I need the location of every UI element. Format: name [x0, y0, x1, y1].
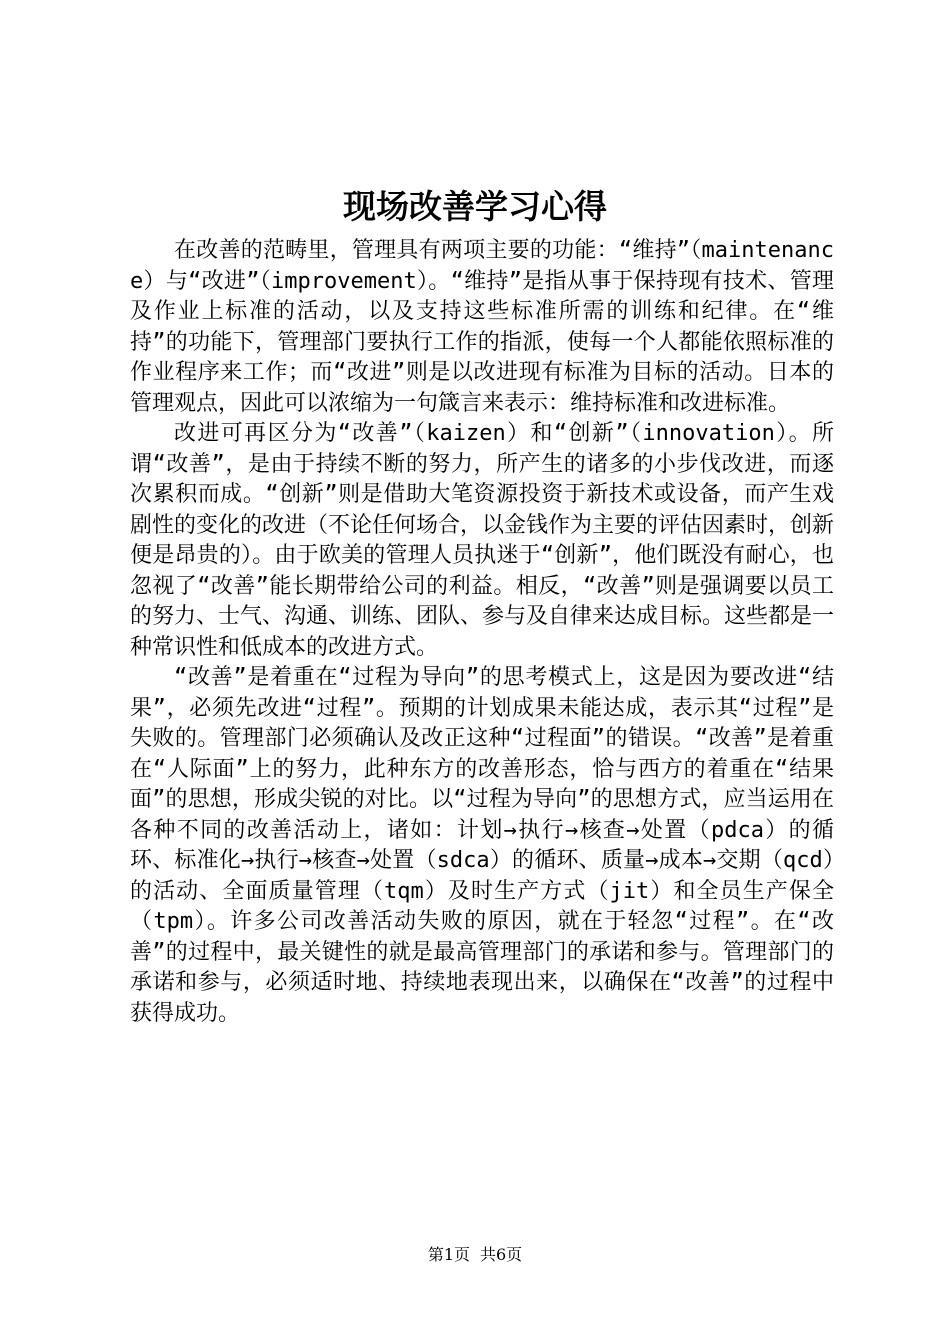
document-body	[130, 236, 834, 1029]
document-title: 现场改善学习心得	[343, 187, 607, 226]
paragraph-1: 在改善的范畴里，管理具有两项主要的功能：“维持”（maintenance）与“改进”（improvement）。“维持”是指从事于保持现有技术、管理及作业上标准的活动，以及支持这些标准所需的训练和纪律。在“维持”的功能下，管理部门要执行工作的指派，使每一个人都能依照标准的作业程序来工作；而“改进”则是以改进现有标准为目标的活动。日本的管理观点，因此可以浓缩为一句箴言来表示：维持标准和改进标准。	[130, 238, 834, 416]
paragraph-3: “改善”是着重在“过程为导向”的思考模式上，这是因为要改进“结果”，必须先改进“过程”。预期的计划成果未能达成，表示其“过程”是失败的。管理部门必须确认及改正这种“过程面”的错误。“改善”是着重在“人际面”上的努力，此种东方的改善形态，恰与西方的着重在“结果面”的思想，形成尖锐的对比。以“过程为导向”的思想方式，应当运用在各种不同的改善活动上，诸如：计划→执行→核查→处置（pdca）的循环、标准化→执行→核查→处置（sdca）的循环、质量→成本→交期（qcd）的活动、全面质量管理（tqm）及时生产方式（jit）和全员生产保全（tpm）。许多公司改善活动失败的原因，就在于轻忽“过程”。在“改善”的过程中，最关键性的就是最高管理部门的承诺和参与。管理部门的承诺和参与，必须适时地、持续地表现出来，以确保在“改善”的过程中获得成功。	[130, 665, 834, 1026]
page-number-current: 第1页	[427, 1245, 470, 1264]
paragraph-2: 改进可再区分为“改善”（kaizen）和“创新”（innovation）。所谓“改善”，是由于持续不断的努力，所产生的诸多的小步伐改进，而逐次累积而成。“创新”则是借助大笔资源投资于新技术或设备，而产生戏剧性的变化的改进（不论任何场合，以金钱作为主要的评估因素时，创新便是昂贵的）。由于欧美的管理人员执迷于“创新”，他们既没有耐心，也忽视了“改善”能长期带给公司的利益。相反，“改善”则是强调要以员工的努力、士气、沟通、训练、团队、参与及自律来达成目标。这些都是一种常识性和低成本的改进方式。	[130, 421, 835, 660]
page-footer	[0, 1244, 950, 1266]
page-number-total: 共6页	[480, 1245, 523, 1264]
